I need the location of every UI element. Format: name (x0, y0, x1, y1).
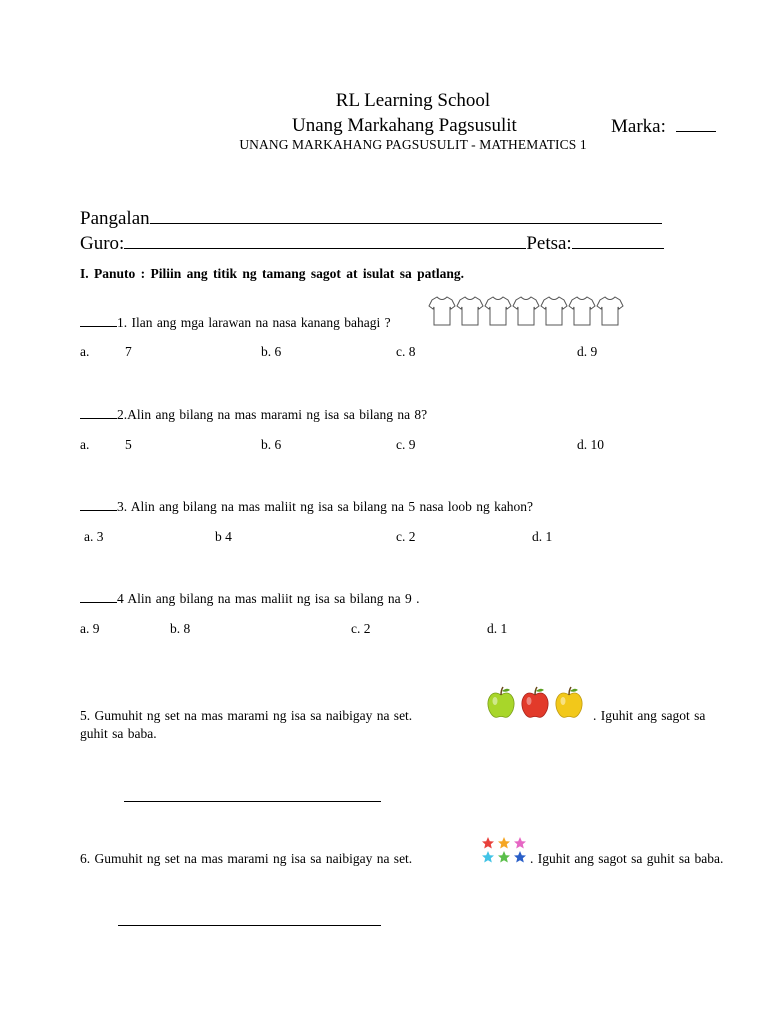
question-4 (80, 590, 419, 607)
exam-title: Unang Markahang Pagsusulit (292, 115, 517, 136)
directions: I. Panuto : Piliin ang titik ng tamang sagot at isulat sa patlang. (80, 266, 465, 281)
question-6-text: 6. Gumuhit ng set na mas marami ng isa sa naibigay na set. (80, 851, 413, 866)
star-icon (498, 851, 510, 863)
tshirt-icon (484, 294, 512, 328)
star-icon (514, 851, 526, 863)
date-blank[interactable] (572, 231, 664, 249)
choice-4a: a. 9 (80, 621, 100, 636)
question-2-text: 2.Alin ang bilang na mas marami ng isa sa bilang na 8? (117, 407, 428, 422)
choice-1d: d. 9 (577, 344, 598, 359)
choice-4c: c. 2 (351, 621, 371, 636)
choice-2a-value: 5 (125, 437, 132, 452)
teacher-blank[interactable] (124, 231, 526, 249)
choice-1b: b. 6 (261, 344, 282, 359)
star-icon (514, 837, 526, 849)
tshirt-icon (540, 294, 568, 328)
score-blank[interactable] (676, 115, 716, 132)
question-2 (80, 406, 427, 423)
choice-1c: c. 8 (396, 344, 416, 359)
choice-3a: a. 3 (84, 529, 104, 544)
date-label: Petsa: (526, 233, 572, 254)
apple-icon (519, 686, 551, 720)
tshirt-icons (428, 294, 624, 328)
question-1 (80, 314, 391, 331)
star-icon (498, 837, 510, 849)
name-label: Pangalan (80, 208, 150, 229)
answer-blank-1[interactable] (80, 314, 117, 327)
choice-2c: c. 9 (396, 437, 416, 452)
school-name: RL Learning School (335, 90, 491, 111)
tshirt-icon (596, 294, 624, 328)
answer-blank-3[interactable] (80, 498, 117, 511)
tshirt-icon (512, 294, 540, 328)
score-field (611, 115, 716, 138)
apple-icon (553, 686, 585, 720)
question-5-text: 5. Gumuhit ng set na mas marami ng isa sa naibigay na set. (80, 708, 413, 723)
question-5-text-line2: guhit sa baba. (80, 726, 157, 741)
choice-1a-letter: a. (80, 344, 90, 359)
choice-4b: b. 8 (170, 621, 191, 636)
star-icons (480, 836, 530, 866)
teacher-label: Guro: (80, 233, 125, 254)
choice-3b: b 4 (215, 529, 232, 544)
question-1-text: 1. Ilan ang mga larawan na nasa kanang bahagi ? (117, 315, 391, 330)
score-label: Marka: (611, 116, 666, 137)
answer-line-6[interactable] (118, 925, 381, 926)
apple-icons (485, 686, 585, 720)
answer-line-5[interactable] (124, 801, 381, 802)
tshirt-icon (568, 294, 596, 328)
choice-2b: b. 6 (261, 437, 282, 452)
answer-blank-2[interactable] (80, 406, 117, 419)
choice-1a-value: 7 (125, 344, 132, 359)
choice-3d: d. 1 (532, 529, 553, 544)
question-4-text: 4 Alin ang bilang na mas maliit ng isa sa bilang na 9 . (117, 591, 420, 606)
choice-4d: d. 1 (487, 621, 508, 636)
apple-icon (485, 686, 517, 720)
teacher-date-row (80, 231, 664, 255)
question-3-text: 3. Alin ang bilang na mas maliit ng isa sa bilang na 5 nasa loob ng kahon? (117, 499, 534, 514)
question-5-text-after: . Iguhit ang sagot sa (593, 708, 706, 723)
question-3 (80, 498, 533, 515)
choice-3c: c. 2 (396, 529, 416, 544)
tshirt-icon (456, 294, 484, 328)
star-icon (482, 837, 494, 849)
question-6-text-after: . Iguhit ang sagot sa guhit sa baba. (530, 851, 724, 866)
choice-2a-letter: a. (80, 437, 90, 452)
star-icon (482, 851, 494, 863)
exam-subtitle: UNANG MARKAHANG PAGSUSULIT - MATHEMATICS 1 (239, 137, 587, 152)
tshirt-icon (428, 294, 456, 328)
choice-2d: d. 10 (577, 437, 604, 452)
name-blank[interactable] (150, 206, 662, 224)
answer-blank-4[interactable] (80, 590, 117, 603)
name-field (80, 206, 662, 230)
